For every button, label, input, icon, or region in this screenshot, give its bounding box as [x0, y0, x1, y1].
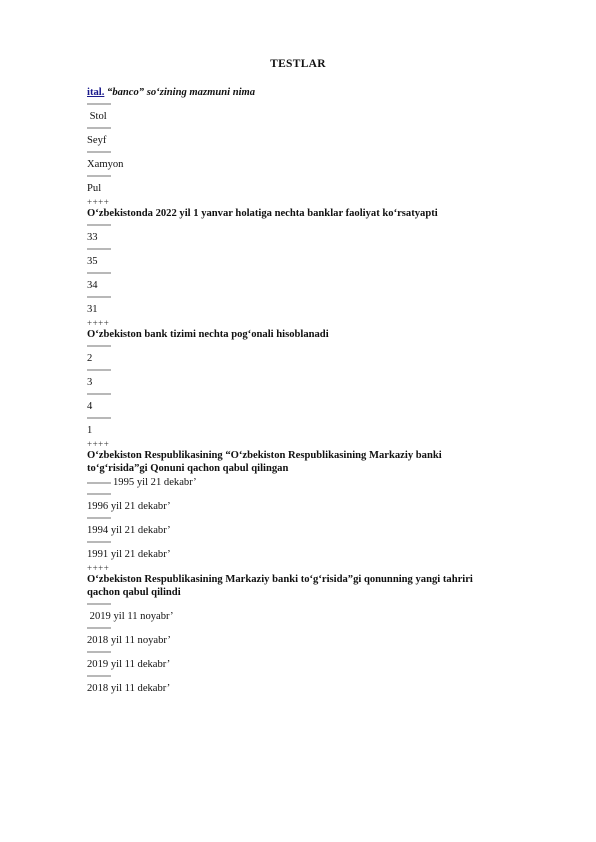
question-end-marker: ++++	[87, 439, 110, 449]
answer-option: 4	[87, 401, 93, 412]
question-5-line-2: qachon qabul qilindi	[87, 587, 181, 598]
question-5-line-1: O‘zbekiston Respublikasining Markaziy banki to‘g‘risida”gi qonunning yangi tahriri	[87, 574, 473, 585]
answer-separator	[87, 651, 111, 653]
answer-separator	[87, 393, 111, 395]
answer-option-row	[87, 476, 557, 489]
answer-option: 2018 yil 11 noyabr’	[87, 635, 171, 646]
answer-option: 35	[87, 256, 98, 267]
answer-separator	[87, 127, 111, 129]
answer-separator	[87, 224, 111, 226]
answer-option: 1995 yil 21 dekabr’	[113, 477, 197, 488]
answer-separator	[87, 369, 111, 371]
answer-separator	[87, 175, 111, 177]
italic-tag-link[interactable]: ital.	[87, 87, 105, 98]
question-1-text: “banco” so‘zining mazmuni nima	[104, 87, 256, 98]
answer-option: Xamyon	[87, 159, 124, 170]
page-title: TESTLAR	[270, 58, 326, 70]
question-4-line-2: to‘g‘risida”gi Qonuni qachon qabul qilingan	[87, 463, 289, 474]
question-4	[87, 449, 557, 475]
answer-separator	[87, 482, 111, 484]
answer-separator	[87, 541, 111, 543]
answer-option: 1994 yil 21 dekabr’	[87, 525, 171, 536]
answer-option: Pul	[87, 183, 102, 194]
answer-option: Stol	[87, 111, 107, 122]
answer-separator	[87, 603, 111, 605]
answer-option: 1991 yil 21 dekabr’	[87, 549, 171, 560]
answer-option: 2	[87, 353, 93, 364]
answer-separator	[87, 103, 111, 105]
answer-option: 31	[87, 304, 98, 315]
answer-option: 1996 yil 21 dekabr’	[87, 501, 171, 512]
question-1	[87, 86, 557, 99]
answer-option: 1	[87, 425, 93, 436]
answer-option: 3	[87, 377, 93, 388]
answer-option: 34	[87, 280, 98, 291]
answer-separator	[87, 517, 111, 519]
question-4-line-1: O‘zbekiston Respublikasining “O‘zbekiston Respublikasining Markaziy banki	[87, 450, 442, 461]
answer-separator	[87, 627, 111, 629]
test-list	[87, 86, 557, 699]
answer-separator	[87, 675, 111, 677]
answer-separator	[87, 151, 111, 153]
answer-separator	[87, 248, 111, 250]
question-5	[87, 573, 557, 599]
answer-option: 33	[87, 232, 98, 243]
answer-separator	[87, 296, 111, 298]
question-2: O‘zbekistonda 2022 yil 1 yanvar holatiga nechta banklar faoliyat ko‘rsatyapti	[87, 208, 438, 219]
answer-option: Seyf	[87, 135, 107, 146]
answer-option: 2018 yil 11 dekabr’	[87, 683, 171, 694]
question-end-marker: ++++	[87, 563, 110, 573]
answer-separator	[87, 272, 111, 274]
question-3: O‘zbekiston bank tizimi nechta pog‘onali hisoblanadi	[87, 329, 329, 340]
question-end-marker: ++++	[87, 318, 110, 328]
answer-separator	[87, 417, 111, 419]
answer-separator	[87, 493, 111, 495]
answer-separator	[87, 345, 111, 347]
answer-option: 2019 yil 11 noyabr’	[87, 611, 174, 622]
question-end-marker: ++++	[87, 197, 110, 207]
answer-option: 2019 yil 11 dekabr’	[87, 659, 171, 670]
